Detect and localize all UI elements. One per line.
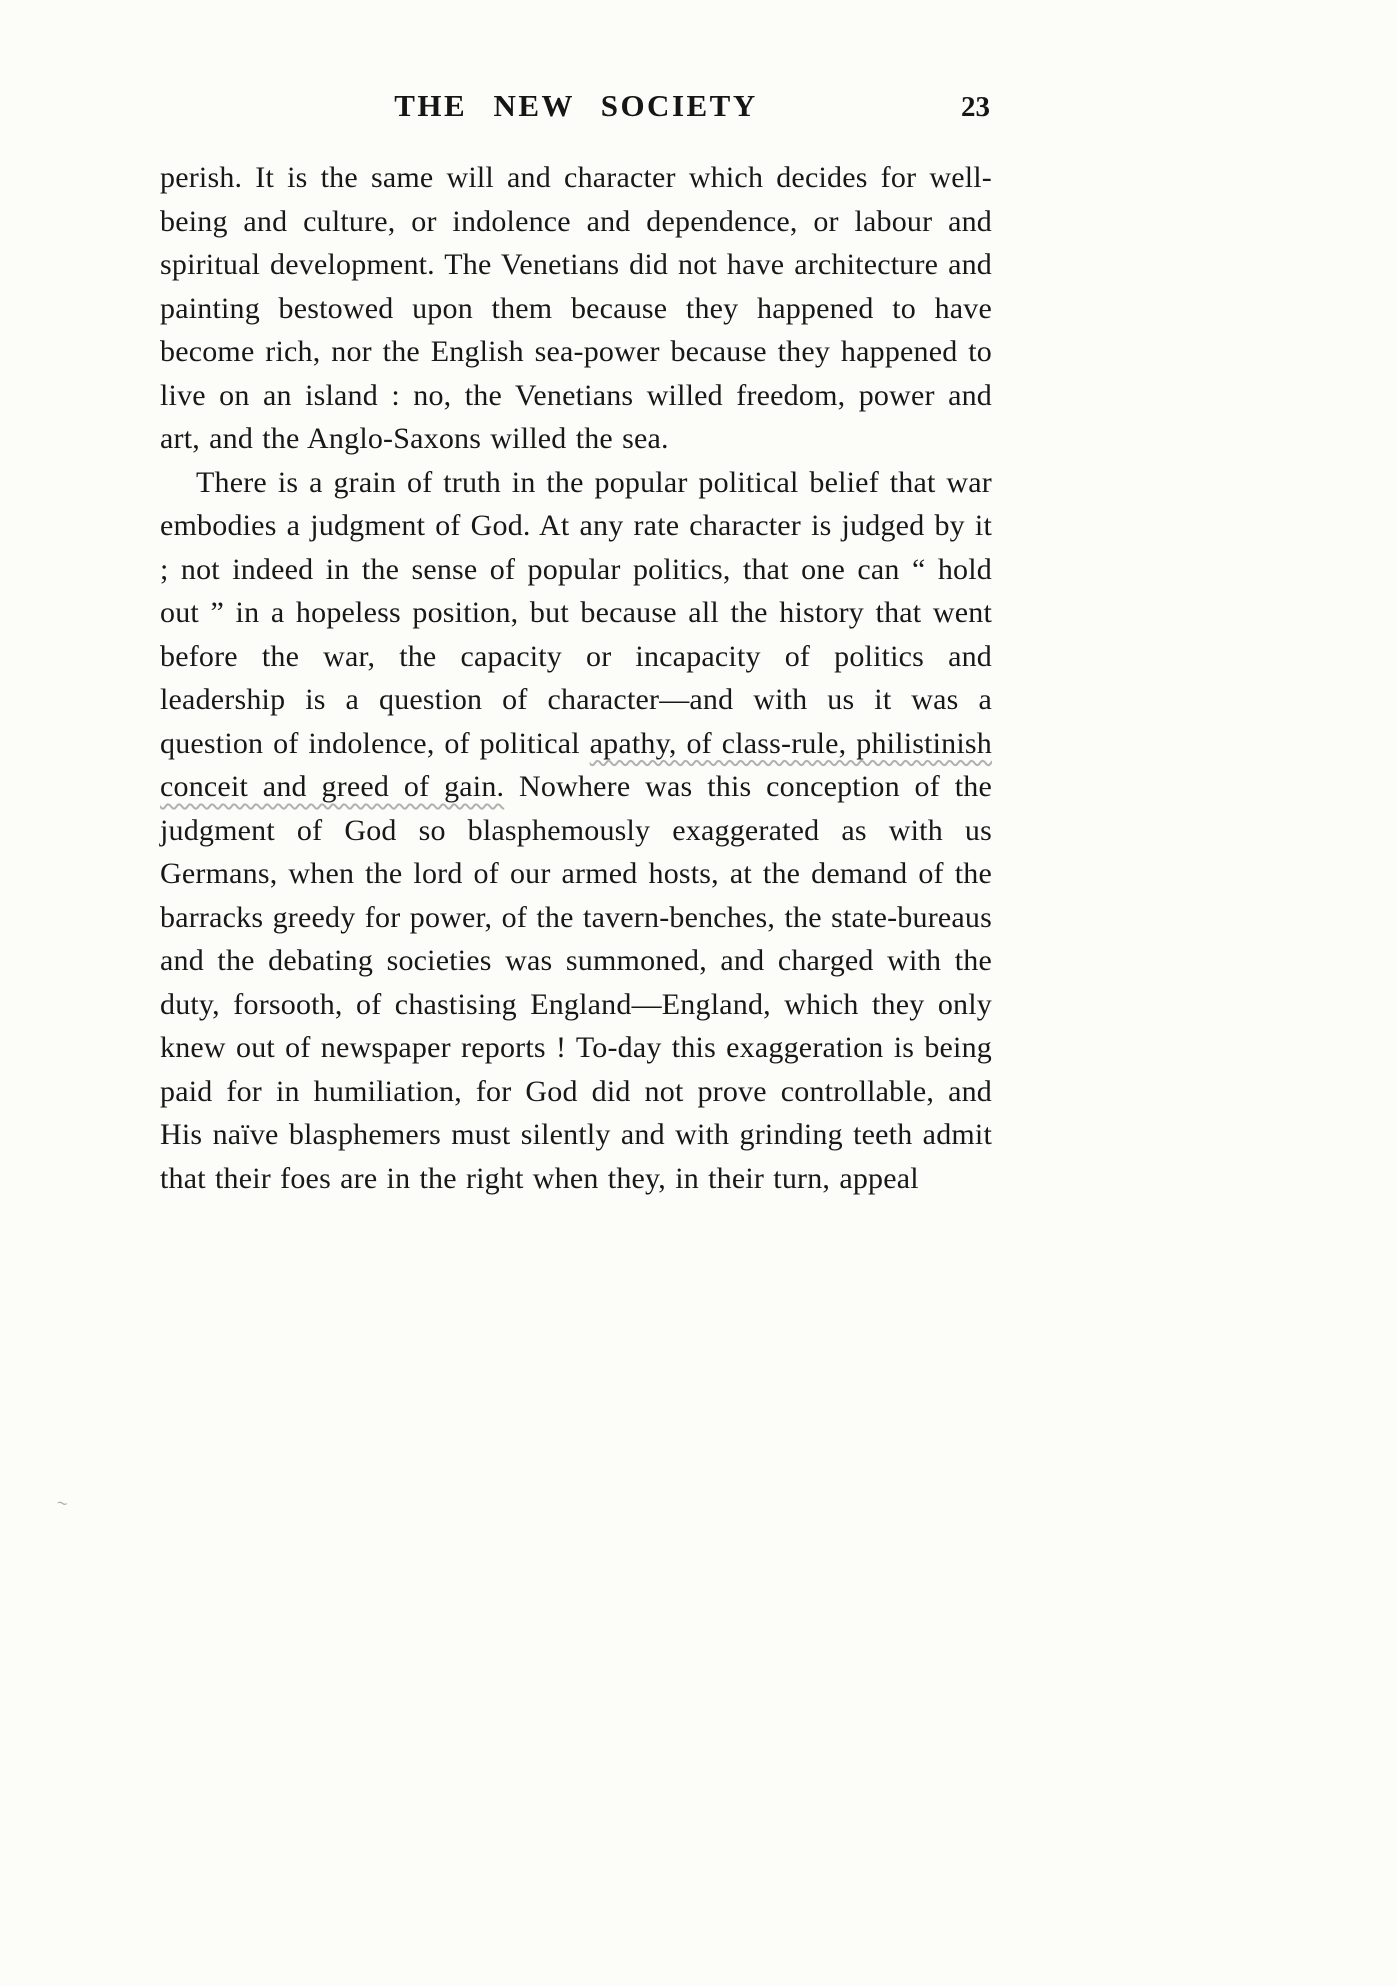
paragraph-text: There is a grain of truth in the popular political belief that war embodies a judgment of God. At any rate character is judged by it ; not indeed in the sense of popular politics, that one can “ hold out ” in a hopeless position, but because all the history that went before the war, the capacity or incapacity of politics and leadership is a question of character—and with us it was a question of indolence, of political — [160, 465, 992, 760]
page-body — [160, 156, 992, 1200]
stray-pencil-mark: ∼ — [54, 1494, 71, 1514]
paragraph — [160, 461, 992, 1201]
page-header — [160, 88, 992, 132]
paragraph-continuation: perish. It is the same will and character which decides for well-being and culture, or indolence and dependence, or labour and spiritual development. The Venetians did not have architecture and painting bestowed upon them because they happened to have become rich, nor the English sea-power because they happened to live on an island : no, the Venetians willed freedom, power and art, and the Anglo-Saxons willed the sea. — [160, 161, 992, 455]
running-title: THE NEW SOCIETY — [394, 88, 758, 123]
page-number: 23 — [961, 91, 990, 123]
text-block — [160, 88, 992, 1200]
pencil-underline-annotation: apathy, of class-rule, philistinish conceit and greed of gain. — [160, 726, 992, 803]
paragraph-text: Nowhere was this conception of the judgment of God so blasphemously exaggerated as with us Germans, when the lord of our armed hosts, at the demand of the barracks greedy for power, of the tavern-benches, the state-bureaus and the debating societies was summoned, and charged with the duty, forsooth, of chastising England—England, which they only knew out of newspaper reports ! To-day this exaggeration is being paid for in humiliation, for God did not prove controllable, and His naïve blasphemers must silently and with grinding teeth admit that their foes are in the right when they, in their turn, appeal — [160, 770, 992, 1195]
